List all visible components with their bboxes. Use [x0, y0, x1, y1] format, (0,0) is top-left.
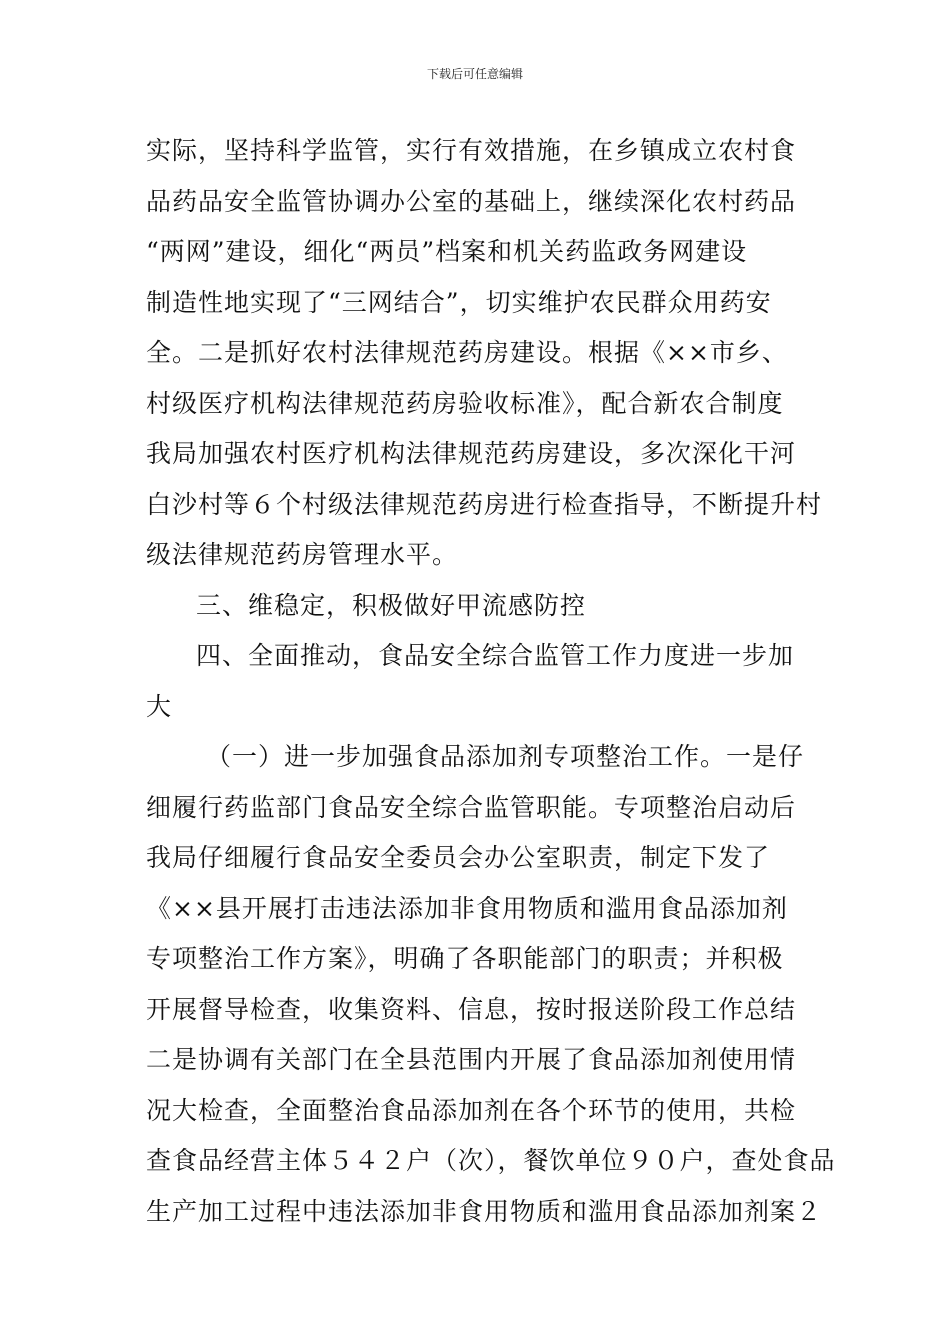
- text-line: 全。二是抓好农村法律规范药房建设。根据《××市乡、: [146, 338, 788, 367]
- text-line: 我局加强农村医疗机构法律规范药房建设，多次深化干河: [146, 439, 797, 468]
- text-line: 白沙村等６个村级法律规范药房进行检查指导，不断提升村: [146, 489, 823, 519]
- section-heading: 三、维稳定，积极做好甲流感防控: [196, 590, 587, 620]
- text-line: 查食品经营主体５４２户（次），餐饮单位９０户，查处食品: [146, 1146, 836, 1175]
- text-line: 生产加工过程中违法添加非食用物质和滥用食品添加剂案２: [146, 1196, 823, 1226]
- text-line: 细履行药监部门食品安全综合监管职能。专项整治启动后: [146, 792, 797, 822]
- text-line: 《××县开展打击违法添加非食用物质和滥用食品添加剂: [146, 893, 788, 923]
- document-body: [146, 126, 836, 1237]
- text-line: 制造性地实现了“三网结合”，切实维护农民群众用药安: [146, 287, 772, 317]
- text-line: 大: [146, 691, 173, 721]
- text-line: 二是协调有关部门在全县范围内开展了食品添加剂使用情: [146, 1045, 797, 1074]
- section-heading: 四、全面推动，食品安全综合监管工作力度进一步加: [196, 641, 795, 670]
- page-header: 下载后可任意编辑: [426, 67, 523, 81]
- text-line: 实际，坚持科学监管，实行有效措施，在乡镇成立农村食: [146, 136, 797, 165]
- text-line: 村级医疗机构法律规范药房验收标准》，配合新农合制度: [146, 388, 784, 418]
- text-line: 品药品安全监管协调办公室的基础上，继续深化农村药品: [146, 186, 797, 216]
- text-line: 况大检查，全面整治食品添加剂在各个环节的使用，共检: [146, 1095, 797, 1125]
- text-line: 我局仔细履行食品安全委员会办公室职责，制定下发了: [146, 843, 771, 872]
- subsection-heading: （一）进一步加强食品添加剂专项整治工作。一是仔: [206, 742, 805, 771]
- text-line: 开展督导检查，收集资料、信息，按时报送阶段工作总结: [146, 994, 797, 1024]
- text-line: “两网”建设，细化“两员”档案和机关药监政务网建设: [146, 237, 748, 266]
- text-line: 专项整治工作方案》，明确了各职能部门的职责；并积极: [146, 944, 784, 973]
- text-line: 级法律规范药房管理水平。: [146, 540, 459, 569]
